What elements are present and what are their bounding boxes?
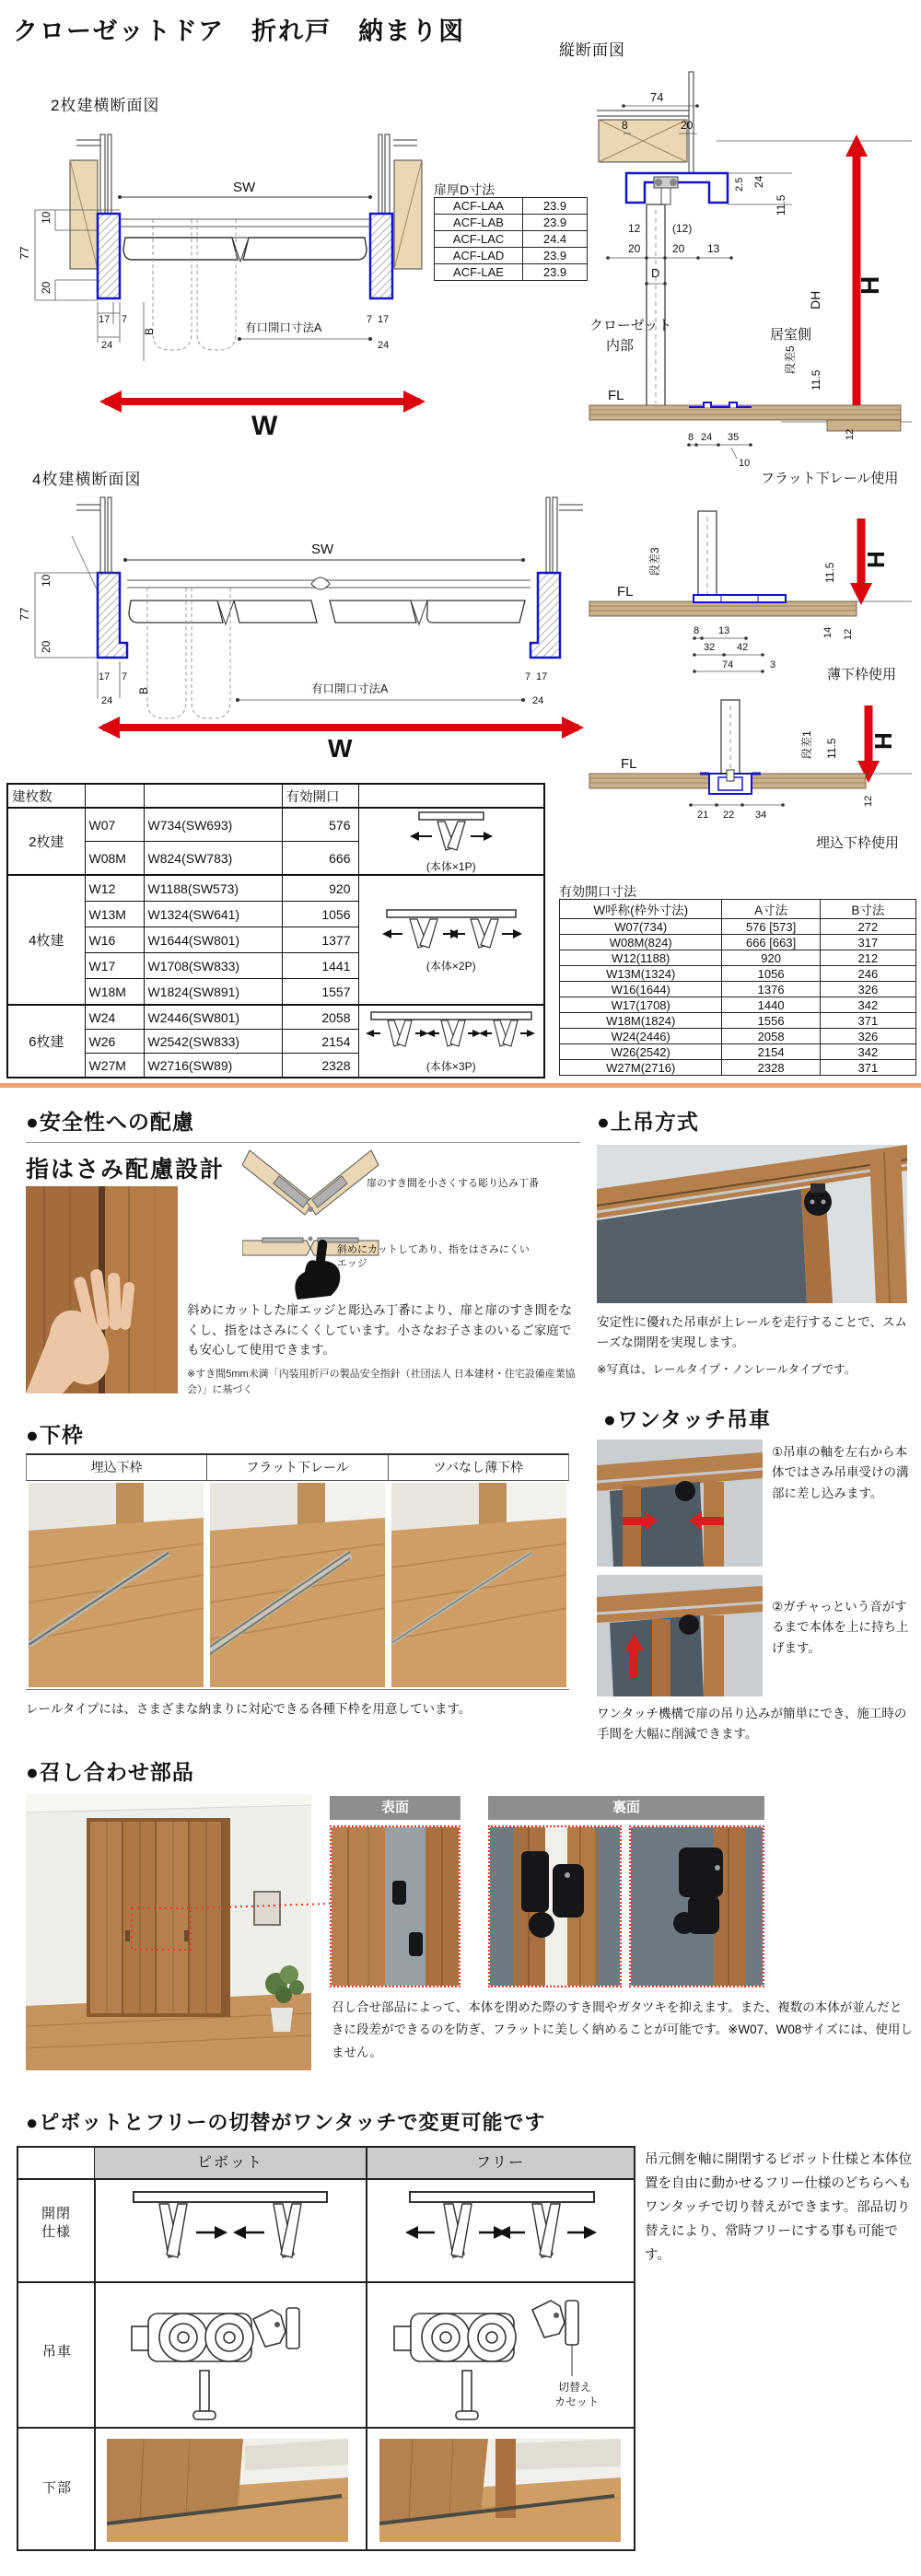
cell: W16(1644) [560, 982, 722, 997]
dim-10: 10 [40, 211, 52, 224]
dim-bb: B [137, 686, 150, 694]
one-touch-step1: ①吊車の軸を左右から本体ではさみ吊車受けの溝部に差し込みます。 [772, 1445, 909, 1500]
dim-24b: 24 [101, 695, 113, 706]
dim-b35: 35 [728, 432, 740, 443]
hinge-diagram [242, 1145, 437, 1301]
dim-34: 34 [755, 810, 767, 821]
cassette-label-2: カセット [554, 2395, 600, 2408]
dim-opening-a: 有口開口寸法A [245, 321, 322, 334]
two-panel-cross-section-diagram [7, 107, 431, 438]
cell: W12(1188) [560, 950, 722, 966]
cell-code: W16 [85, 927, 144, 953]
cell-code: W12 [85, 875, 144, 902]
dim-10b: 10 [40, 574, 52, 587]
cell: W13M(1324) [560, 966, 722, 982]
one-touch-body: ワンタッチ機構で扉の吊り込みが簡単にでき、施工時の手間を大幅に削減できます。 [597, 1707, 907, 1742]
cell: W27M(2716) [560, 1060, 722, 1076]
col-header-pivot: ピボット [95, 2148, 366, 2178]
label-closet-2: 内部 [606, 338, 635, 354]
hanging-photo [597, 1145, 907, 1303]
cell-opening: 1557 [282, 979, 358, 1006]
dim-dh: DH [808, 290, 822, 309]
recessed-frame-photo [29, 1483, 204, 1687]
lower-frame-heading: ●下枠 [26, 1423, 84, 1447]
dim-h: H [856, 275, 884, 295]
cell-code: W08M [85, 842, 144, 876]
cell-size: W2716(SW89) [144, 1054, 282, 1078]
col-header: A寸法 [722, 900, 820, 919]
cell-opening: 666 [282, 842, 358, 876]
cell: 23.9 [523, 264, 588, 281]
safety-body: 斜めにカットした扉エッジと彫込み丁番により、扉と扉のすき間をなくし、指をはさみにくくしています。小さなお子さまのいるご家庭でも安心して使用できます。 [187, 1303, 573, 1358]
label-room-side: 居室側 [770, 327, 812, 343]
dim-11-5-bottom: 11.5 [810, 369, 822, 390]
cell-opening: 1377 [282, 927, 358, 953]
header-panels: 建枚数 [7, 784, 85, 808]
lower-frame-table [26, 1453, 569, 1481]
hanging-heading: ●上吊方式 [597, 1110, 699, 1134]
free-roller-diagram [378, 2288, 626, 2424]
picture-frame [254, 1892, 280, 1925]
dim-32: 32 [704, 642, 716, 653]
meeting-parts-body: 召し合せ部品によって、本体を閉めた際のすき間やガタツキを抑えます。また、複数の本体が並んだときに段差ができるのを防ぎ、フラットに美しく納めることが可能です。※W07、W08サイズには、使用しません。 [332, 2000, 913, 2059]
dim-b: B [143, 327, 156, 335]
dim-17: 17 [99, 314, 111, 325]
cell: ACF-LAD [435, 248, 523, 264]
dim-24c: 24 [532, 695, 544, 706]
dim-22: 22 [723, 810, 735, 821]
cell: 1056 [722, 966, 820, 982]
opening-table-title: 有効開口寸法 [559, 884, 636, 899]
dim-24v: 24 [752, 175, 765, 188]
fold-diagram-label: (本体×2P) [426, 960, 476, 973]
dim-step5: 段差5 [784, 345, 797, 374]
back-face-label: 裏面 [488, 1796, 764, 1820]
cell-code: W26 [85, 1030, 144, 1054]
cell-code: W13M [85, 902, 144, 927]
left-jamb [98, 214, 120, 298]
dim-12b: 12 [843, 628, 854, 640]
edge-annotation: 斜めにカットしてあり、指をはさみにくいエッジ [337, 1244, 530, 1269]
dim-24r: 24 [378, 340, 390, 351]
cell: ACF-LAB [435, 215, 523, 231]
thin-frame-caption: 薄下枠使用 [827, 667, 897, 682]
cell: 317 [820, 935, 915, 950]
dim-opening-a2: 有口開口寸法A [311, 682, 389, 695]
cell: 576 [573] [722, 919, 820, 935]
pivot-free-table [17, 2146, 635, 2551]
cell: 1440 [722, 997, 820, 1013]
group-label: 4枚建 [7, 875, 85, 1005]
thin-frame-photo [391, 1483, 566, 1687]
w-arrow-red [99, 390, 426, 413]
cell-size: W1188(SW573) [144, 875, 282, 902]
cell-code: W07 [85, 808, 144, 842]
row-label-open-close: 開閉仕様 [41, 2206, 71, 2241]
dim-7: 7 [122, 314, 128, 325]
cell-code: W27M [85, 1054, 144, 1078]
dim-77: 77 [17, 246, 31, 260]
opening-table [559, 899, 916, 1076]
recessed-frame-diagram [551, 693, 919, 857]
two-panel-section-label: 2枚建横断面図 [51, 97, 160, 114]
lf-bottom-border [26, 1689, 569, 1690]
cell: 666 [663] [722, 935, 820, 950]
dim-14: 14 [822, 626, 834, 638]
header-empty [85, 784, 144, 808]
dim-21: 21 [697, 810, 709, 821]
room-photo [26, 1794, 330, 2070]
cell: ACF-LAC [435, 231, 523, 248]
door-handle [184, 1930, 189, 1941]
dim-8b: 8 [694, 625, 700, 636]
dim-sw: SW [233, 180, 256, 195]
panel-count-table [6, 783, 545, 1078]
dim-20: 20 [681, 119, 694, 132]
cell: 23.9 [523, 248, 588, 264]
cell: W17(1708) [560, 997, 722, 1013]
recessed-frame-caption: 埋込下枠使用 [816, 835, 900, 851]
safety-heading: ●安全性への配慮 [26, 1110, 194, 1134]
dim-11-5-top: 11.5 [775, 194, 787, 216]
hanging-body: 安定性に優れた吊車が上レールを走行することで、スムーズな開閉を実現します。 [597, 1315, 907, 1349]
fold-diagram-1p [358, 808, 544, 875]
dim-7c: 7 [525, 671, 531, 682]
cell: W18M(1824) [560, 1013, 722, 1029]
dim-20a: 20 [628, 242, 641, 255]
dim-17c: 17 [536, 671, 548, 682]
dim-20b: 20 [672, 242, 685, 255]
front-face-label: 表面 [330, 1796, 460, 1820]
pivot-free-heading: ●ピボットとフリーの切替がワンタッチで変更可能です [26, 2111, 546, 2134]
one-touch-photo-2 [597, 1575, 763, 1696]
back-face-photo-2 [629, 1825, 764, 1987]
cell: 212 [820, 950, 915, 966]
pivot-roller-diagram [106, 2288, 355, 2424]
cell-code: W18M [85, 979, 144, 1006]
cell: 2328 [722, 1060, 820, 1076]
col-header: B寸法 [820, 900, 915, 919]
lf-col-flat: フラット下レール [207, 1455, 388, 1480]
dim-13: 13 [707, 242, 720, 255]
one-touch-heading: ●ワンタッチ吊車 [603, 1407, 771, 1431]
lf-col-recessed: 埋込下枠 [27, 1455, 207, 1480]
right-jamb [370, 214, 392, 298]
cell: 1556 [722, 1013, 820, 1029]
left-jamb-4p [98, 573, 127, 658]
page-title: クローゼットドア 折れ戸 納まり図 [13, 17, 466, 45]
dim-step3: 段差3 [648, 547, 661, 576]
dim-2-5: 2.5 [734, 177, 745, 192]
cell-opening: 1441 [282, 953, 358, 979]
dim-42: 42 [737, 642, 749, 653]
cell: 371 [820, 1060, 915, 1076]
dim-20: 20 [40, 281, 52, 294]
four-panel-section-label: 4枚建横断面図 [32, 471, 142, 488]
safety-note: ※すき間5mm未満「内装用折戸の製品安全指針（社団法人 日本建材・住宅設備産業協会）」に基づく [187, 1369, 576, 1395]
cell-code: W17 [85, 953, 144, 979]
finger-safety-photo [26, 1186, 178, 1393]
dim-7r: 7 [367, 314, 373, 325]
label-closet-1: クローゼット [589, 318, 672, 333]
label-fl3: FL [621, 756, 637, 772]
lf-col-thin: ツバなし薄下枠 [433, 1460, 524, 1474]
v-opened-doors [242, 1150, 379, 1215]
dim-20c: 20 [40, 640, 52, 653]
lower-frame-caption: レールタイプには、さまざまな納まりに対応できる各種下枠を用意しています。 [26, 1702, 472, 1716]
cell-size: W2446(SW801) [144, 1005, 282, 1030]
fold-diagram-2p [358, 875, 544, 1005]
fold-diagram-label: (本体×3P) [426, 1060, 476, 1073]
row-label-roller: 吊車 [41, 2344, 72, 2360]
pivot-open-diagram [106, 2185, 355, 2277]
flat-rail-caption: フラット下レール使用 [761, 471, 899, 486]
cell-opening: 2154 [282, 1030, 358, 1054]
flat-rail-photo [210, 1483, 385, 1687]
cell-opening: 576 [282, 808, 358, 842]
col-header: W呼称(枠外寸法) [560, 900, 722, 919]
cell-size: W2542(SW833) [144, 1030, 282, 1054]
cell: W07(734) [560, 919, 722, 935]
one-touch-photo-1 [597, 1440, 763, 1567]
cell: 2154 [722, 1044, 820, 1060]
fold-diagram-3p [358, 1005, 544, 1078]
door-handle [125, 1930, 130, 1941]
cell-size: W734(SW693) [144, 808, 282, 842]
dim-11-5c: 11.5 [823, 562, 836, 583]
dim-11-5d: 11.5 [825, 738, 838, 759]
dim-7b: 7 [122, 671, 128, 682]
cell: W08M(824) [560, 935, 722, 950]
header-empty [358, 784, 544, 808]
header-empty [144, 784, 282, 808]
door-thickness-title: 扉厚D寸法 [434, 182, 495, 197]
cell-opening: 920 [282, 875, 358, 902]
cell: 1376 [722, 982, 820, 997]
cell: ACF-LAE [435, 264, 523, 281]
safety-subheading: 指はさみ配慮設計 [26, 1157, 226, 1183]
dim-17b: 17 [99, 671, 111, 682]
right-jamb-4p [530, 573, 560, 658]
cell-size: W1824(SW891) [144, 979, 282, 1006]
cell: 326 [820, 1029, 915, 1044]
cell: 272 [820, 919, 915, 935]
cell: 23.9 [523, 215, 588, 231]
meeting-hardware [673, 1847, 723, 1934]
dim-w2: W [328, 734, 353, 759]
dim-77b: 77 [17, 607, 31, 621]
col-header-free: フリー [367, 2148, 634, 2178]
cell: 326 [820, 982, 915, 997]
cell-code: W24 [85, 1005, 144, 1030]
hinge-annotation: 扉のすき間を小さくする彫り込み丁番 [367, 1178, 539, 1189]
dim-sw2: SW [311, 542, 334, 557]
cell: ACF-LAA [435, 198, 523, 215]
cell-opening: 2328 [282, 1054, 358, 1078]
dim-13b: 13 [718, 625, 730, 636]
pivot-free-body: 吊元側を軸に開閉するピボット仕様と本体位置を自由に動かせるフリー仕様のどちらへもワンタッチで切り替えができます。部品切り替えにより、常時フリーにする事も可能です。 [645, 2152, 912, 2264]
dim-74: 74 [650, 90, 664, 104]
dim-74b: 74 [722, 659, 734, 670]
cell-opening: 2058 [282, 1005, 358, 1030]
dim-8: 8 [622, 119, 628, 132]
one-touch-step2: ②ガチャっという音がするまで本体を上に持ち上げます。 [772, 1600, 909, 1655]
back-face-photo-1 [488, 1825, 622, 1987]
dim-d: D [651, 266, 660, 280]
dim-b8: 8 [688, 432, 694, 443]
heading-underline [26, 1142, 580, 1143]
dim-h2: H [862, 551, 890, 568]
hanging-note: ※写真は、レールタイプ・ノンレールタイプです。 [597, 1363, 857, 1376]
free-open-diagram [378, 2185, 626, 2277]
latch-part [409, 1932, 423, 1956]
cell: W24(2446) [560, 1029, 722, 1044]
cell-size: W1324(SW641) [144, 902, 282, 927]
group-label: 6枚建 [7, 1005, 85, 1078]
header-opening: 有効開口 [282, 784, 358, 808]
cell: 23.9 [523, 198, 588, 215]
free-bottom-photo [379, 2439, 621, 2542]
label-fl2: FL [617, 584, 634, 600]
dim-w: W [251, 411, 278, 438]
dim-b10: 10 [739, 458, 751, 469]
latch-part [392, 1881, 406, 1905]
vertical-section-diagram [551, 53, 919, 494]
cassette-label-1: 切替え [558, 2381, 592, 2394]
dim-12r: 12 [845, 428, 856, 440]
front-face-photo [330, 1825, 460, 1987]
meeting-parts-heading: ●召し合わせ部品 [26, 1760, 194, 1784]
group-label: 2枚建 [7, 808, 85, 875]
cell-size: W1708(SW833) [144, 953, 282, 979]
dim-12p: (12) [672, 222, 693, 235]
cell: W26(2542) [560, 1044, 722, 1060]
dim-3: 3 [770, 659, 776, 670]
dim-17r: 17 [378, 314, 390, 325]
pivot-bottom-photo [107, 2439, 348, 2542]
thin-rail-blue [694, 595, 786, 602]
cell: 920 [722, 950, 820, 966]
four-panel-cross-section-diagram [7, 481, 588, 759]
cell-opening: 1056 [282, 902, 358, 927]
section-divider [0, 1083, 921, 1088]
dim-step1: 段差1 [800, 730, 813, 759]
flat-rail-blue [689, 402, 752, 407]
cell: 2058 [722, 1029, 820, 1044]
label-fl: FL [608, 388, 624, 403]
cell: 24.4 [523, 231, 588, 248]
dim-b24: 24 [701, 432, 713, 443]
cell: 371 [820, 1013, 915, 1029]
vertical-section-label: 縦断面図 [559, 41, 625, 59]
dim-12: 12 [628, 222, 641, 235]
thin-frame-diagram [551, 502, 919, 686]
cell-size: W1644(SW801) [144, 927, 282, 953]
dim-h3: H [869, 732, 897, 750]
dim-12c: 12 [863, 795, 874, 807]
cell-size: W824(SW783) [144, 842, 282, 876]
dim-24: 24 [101, 340, 113, 351]
row-label-bottom: 下部 [41, 2480, 72, 2496]
cell: 342 [820, 1044, 915, 1060]
fold-diagram-label: (本体×1P) [426, 860, 476, 873]
cell: 246 [820, 966, 915, 982]
cell: 342 [820, 997, 915, 1013]
